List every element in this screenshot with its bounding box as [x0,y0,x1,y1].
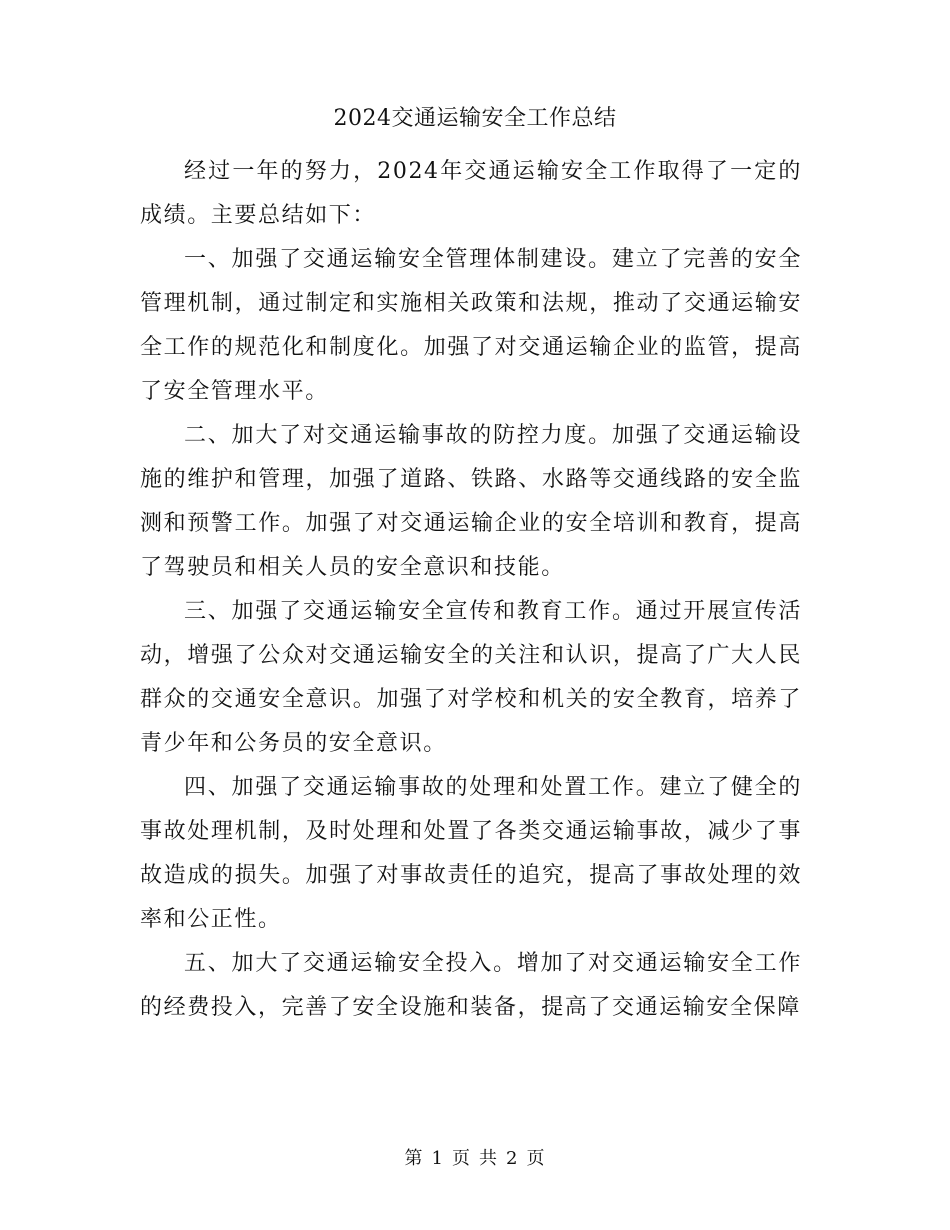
paragraph-three: 三、加强了交通运输安全宣传和教育工作。通过开展宣传活动，增强了公众对交通运输安全的关注和认识，提高了广大人民群众的交通安全意识。加强了对学校和机关的安全教育，培养了青少年和公务员的安全意识。 [140,599,802,756]
page-footer [0,1146,950,1172]
footer-total-suffix: 页 [526,1148,546,1169]
paragraph-four: 四、加强了交通运输事故的处理和处置工作。建立了健全的事故处理机制，及时处理和处置了各类交通运输事故，减少了事故造成的损失。加强了对事故责任的追究，提高了事故处理的效率和公正性。 [140,775,802,932]
footer-total-pages: 2 [506,1148,519,1169]
footer-page-word: 页 [452,1148,471,1169]
footer-current-page: 1 [431,1148,444,1169]
document-body [140,150,802,1030]
paragraph-one: 一、加强了交通运输安全管理体制建设。建立了完善的安全管理机制，通过制定和实施相关政策和法规，推动了交通运输安全工作的规范化和制度化。加强了对交通运输企业的监管，提高了安全管理水平。 [140,247,802,404]
paragraph-five: 五、加大了交通运输安全投入。增加了对交通运输安全工作的经费投入，完善了安全设施和装备，提高了交通运输安全保障 [140,951,802,1020]
footer-total-prefix: 共 [479,1148,498,1169]
footer-page-prefix: 第 [404,1148,424,1169]
document-title: 2024交通运输安全工作总结 [333,106,617,131]
paragraph-intro: 经过一年的努力，2024年交通运输安全工作取得了一定的成绩。主要总结如下： [140,159,802,228]
paragraph-two: 二、加大了对交通运输事故的防控力度。加强了交通运输设施的维护和管理，加强了道路、铁路、水路等交通线路的安全监测和预警工作。加强了对交通运输企业的安全培训和教育，提高了驾驶员和相关人员的安全意识和技能。 [140,423,802,580]
